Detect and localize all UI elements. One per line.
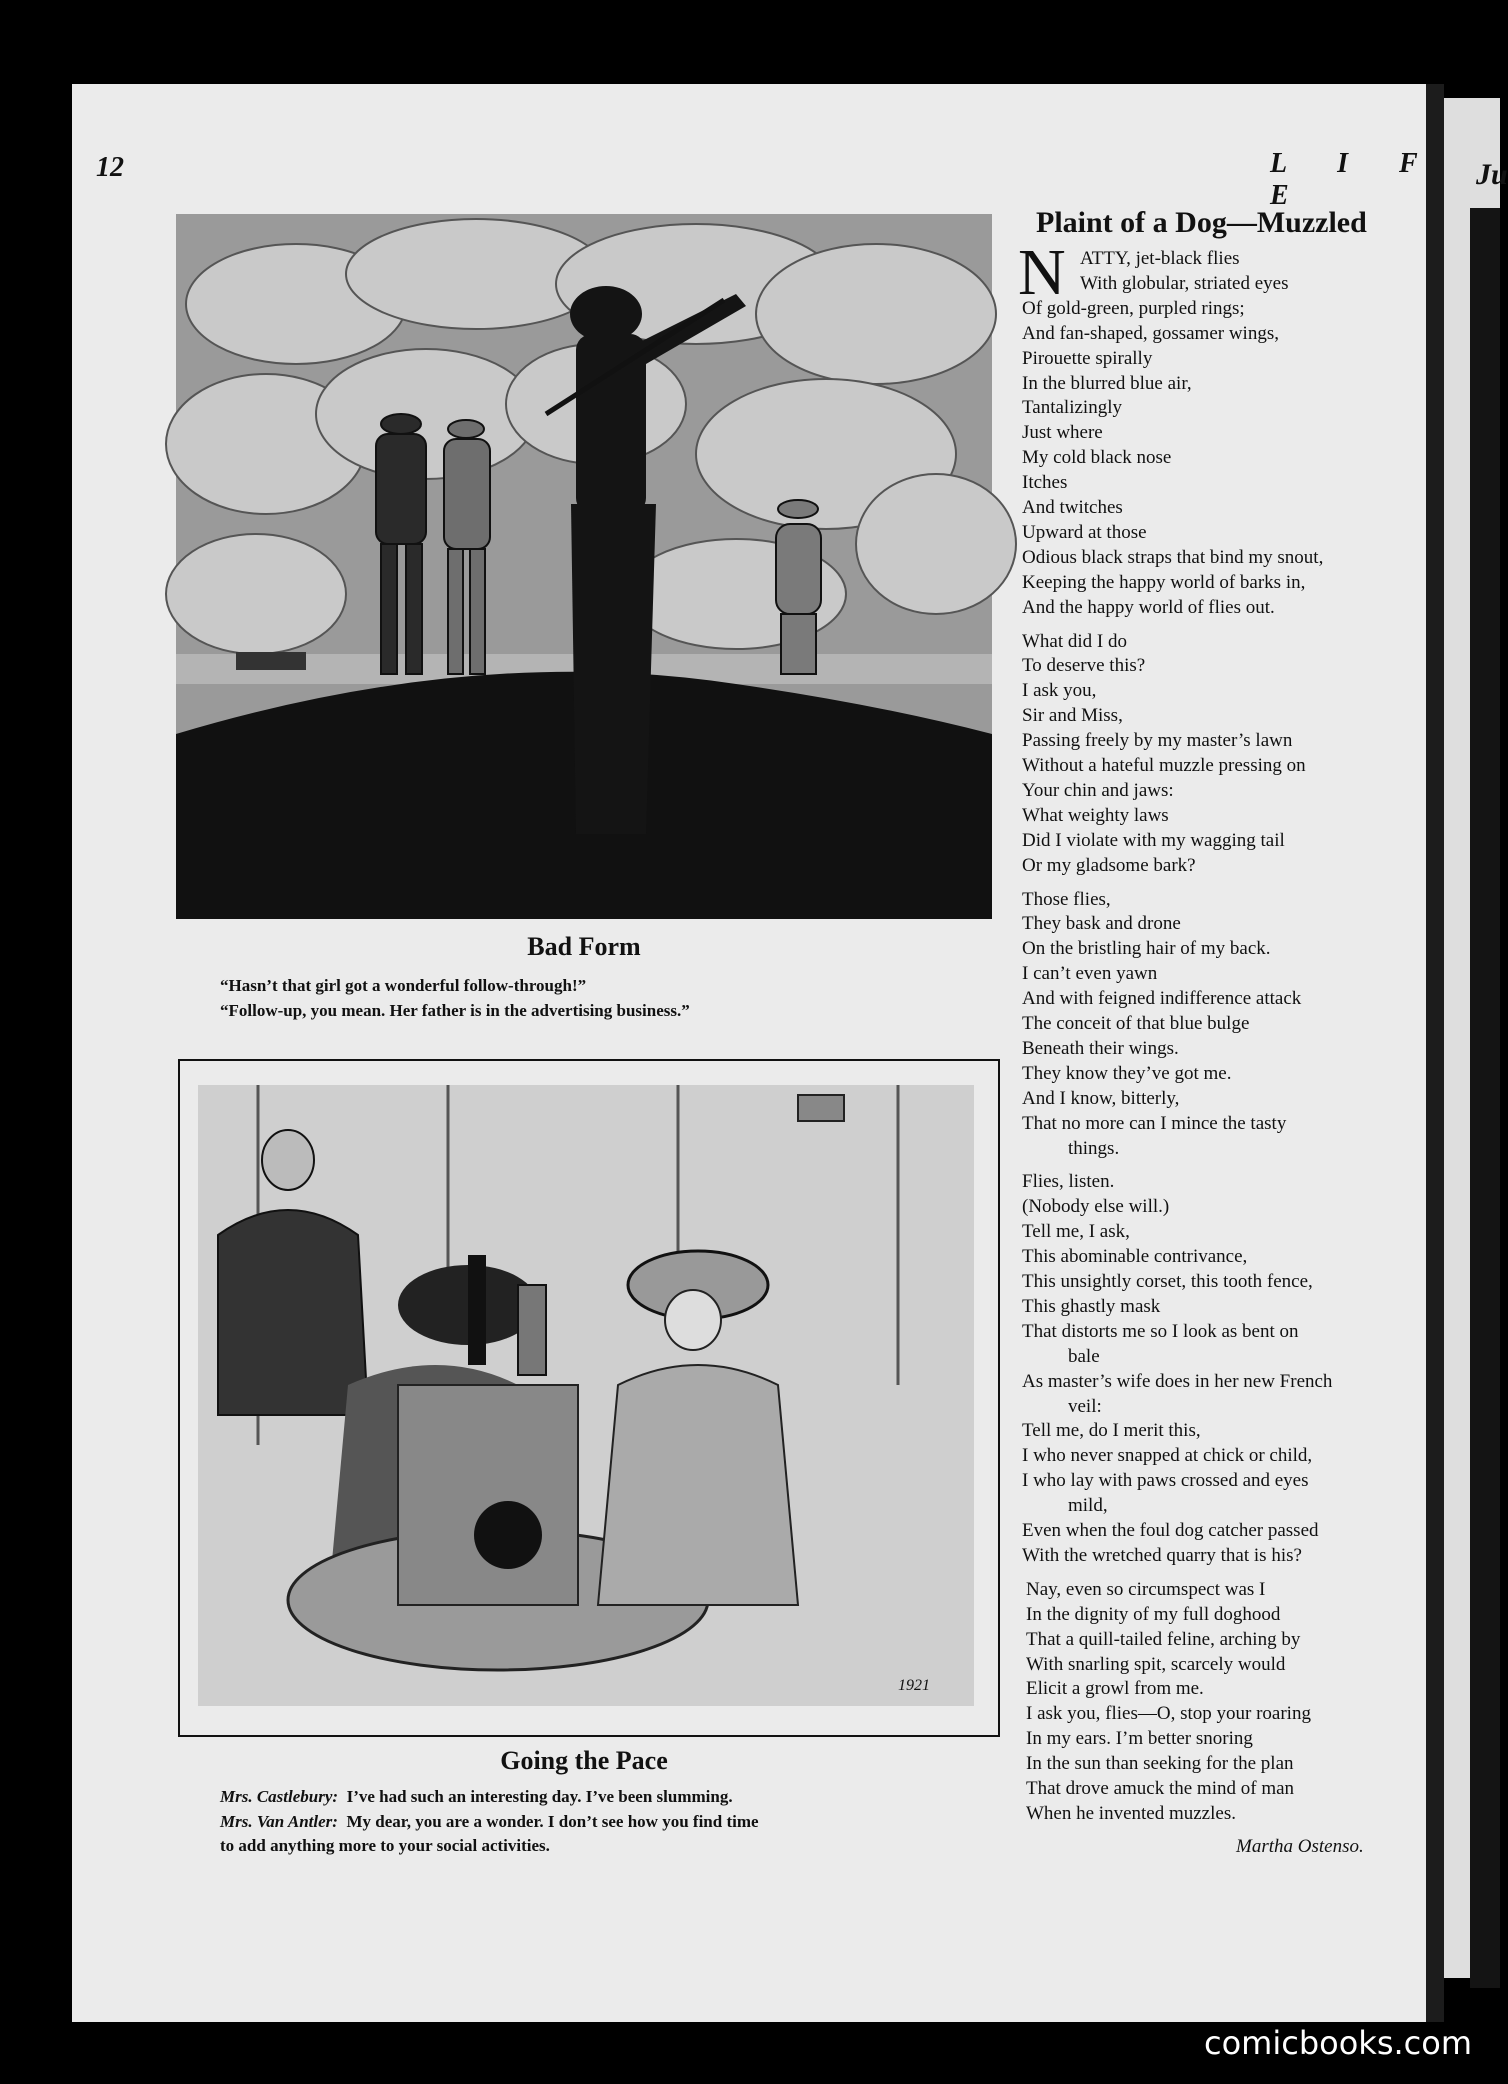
dialogue-line <box>220 1812 759 1832</box>
poem-line: Just where <box>1022 422 1103 444</box>
dialogue-line: to add anything more to your social activities. <box>220 1836 550 1855</box>
poem-line: And twitches <box>1022 497 1123 518</box>
poem-author: Martha Ostenso. <box>1236 1836 1364 1857</box>
poem-line: With globular, striated eyes <box>1080 272 1289 294</box>
poem-line: Itches <box>1022 472 1068 494</box>
poem-line: I can’t even yawn <box>1022 963 1158 985</box>
poem-line: The conceit of that blue bulge <box>1022 1013 1250 1034</box>
poem-line: Passing freely by my master’s lawn <box>1022 730 1293 752</box>
poem-line: And the happy world of flies out. <box>1022 596 1275 618</box>
poem-line: My cold black nose <box>1022 447 1172 469</box>
poem-line: Flies, listen. <box>1022 1171 1115 1193</box>
poem-line: Tell me, I ask, <box>1022 1221 1130 1243</box>
poem-line: That drove amuck the mind of man <box>1026 1778 1295 1799</box>
poem-line: What did I do <box>1022 630 1128 652</box>
poem-line: And I know, bitterly, <box>1022 1087 1180 1109</box>
poem-line: In the dignity of my full doghood <box>1026 1603 1281 1625</box>
poem-line: Tell me, do I merit this, <box>1022 1420 1201 1442</box>
dialogue-text: My dear, you are a wonder. I don’t see how you find time <box>346 1812 759 1831</box>
poem-line: mild, <box>1068 1495 1108 1517</box>
poem-title: Plaint of a Dog—Muzzled <box>1036 206 1367 239</box>
watermark: comicbooks.com <box>1203 2024 1472 2062</box>
facing-page-header: Ju <box>1476 158 1508 191</box>
poem-line: I ask you, <box>1022 680 1097 702</box>
poem-line: That no more can I mince the tasty <box>1022 1112 1287 1134</box>
poem-line: Upward at those <box>1022 521 1147 543</box>
poem-line: That a quill-tailed feline, arching by <box>1026 1628 1301 1650</box>
dialogue-text: I’ve had such an interesting day. I’ve been slumming. <box>346 1787 733 1806</box>
cartoon-caption-line: “Hasn’t that girl got a wonderful follow-through!” <box>220 976 587 995</box>
poem-line: Those flies, <box>1022 888 1111 910</box>
poem-line: Of gold-green, purpled rings; <box>1022 297 1245 319</box>
facing-page-edge <box>1444 98 1508 1978</box>
poem-line: In my ears. I’m better snoring <box>1026 1728 1253 1750</box>
poem-line: bale <box>1068 1345 1100 1367</box>
poem-line: Beneath their wings. <box>1022 1037 1179 1059</box>
poem-line: Your chin and jaws: <box>1022 779 1174 801</box>
poem-line: To deserve this? <box>1022 655 1146 677</box>
poem-line: What weighty laws <box>1022 804 1169 826</box>
poem-line: veil: <box>1068 1395 1102 1417</box>
poem-line: With the wretched quarry that is his? <box>1022 1544 1302 1566</box>
poem-line: They bask and drone <box>1022 913 1181 935</box>
page-number: 12 <box>96 152 124 183</box>
cartoon-title-bad-form: Bad Form <box>527 932 641 961</box>
poem-line: And with feigned indifference attack <box>1022 988 1302 1010</box>
poem-line: Keeping the happy world of barks in, <box>1022 571 1306 593</box>
poem-line: Odious black straps that bind my snout, <box>1022 546 1324 568</box>
poem-line: Pirouette spirally <box>1022 347 1153 369</box>
running-title: L I F E <box>1270 148 1440 211</box>
poem-line: Or my gladsome bark? <box>1022 854 1196 876</box>
poem-line: On the bristling hair of my back. <box>1022 938 1271 960</box>
poem-dropcap: N <box>1018 236 1066 309</box>
poem-line: ATTY, jet-black flies <box>1080 248 1240 269</box>
page-gutter <box>1426 84 1444 2022</box>
poem-line: I who lay with paws crossed and eyes <box>1022 1470 1309 1492</box>
speaker-name: Mrs. Castlebury: <box>220 1787 339 1806</box>
poem-line: In the sun than seeking for the plan <box>1026 1753 1294 1775</box>
poem-line: In the blurred blue air, <box>1022 372 1192 394</box>
poem-line: things. <box>1068 1137 1120 1159</box>
poem-line: I ask you, flies—O, stop your roaring <box>1026 1703 1311 1725</box>
svg-text:1921: 1921 <box>898 1677 930 1694</box>
poem-line: And fan-shaped, gossamer wings, <box>1022 322 1279 344</box>
poem-line: Did I violate with my wagging tail <box>1022 829 1285 851</box>
dialogue-line <box>220 1787 733 1807</box>
poem-line: This unsightly corset, this tooth fence, <box>1022 1271 1313 1292</box>
dining-illustration <box>198 1085 974 1706</box>
poem-line: With snarling spit, scarcely would <box>1026 1653 1286 1675</box>
poem-line: This abominable contrivance, <box>1022 1246 1248 1268</box>
poem-line: Sir and Miss, <box>1022 705 1123 727</box>
golf-illustration <box>176 214 992 919</box>
facing-page-illustration <box>1470 208 1500 1988</box>
poem-line: Without a hateful muzzle pressing on <box>1022 755 1306 776</box>
poem-line: That distorts me so I look as bent on <box>1022 1320 1299 1342</box>
poem-line: Tantalizingly <box>1022 397 1122 419</box>
cartoon-caption-line: “Follow-up, you mean. Her father is in the advertising business.” <box>220 1001 690 1020</box>
poem-line: As master’s wife does in her new French <box>1022 1370 1333 1392</box>
poem-line: Nay, even so circumspect was I <box>1026 1578 1266 1600</box>
speaker-name: Mrs. Van Antler: <box>220 1812 338 1831</box>
poem-line: Even when the foul dog catcher passed <box>1022 1520 1319 1541</box>
poem-line: This ghastly mask <box>1022 1295 1161 1317</box>
poem-line: (Nobody else will.) <box>1022 1196 1170 1218</box>
cartoon-title-going-the-pace: Going the Pace <box>500 1746 668 1775</box>
poem-line: I who never snapped at chick or child, <box>1022 1445 1313 1467</box>
poem-line: They know they’ve got me. <box>1022 1062 1232 1084</box>
poem-line: When he invented muzzles. <box>1026 1802 1236 1824</box>
poem-line: Elicit a growl from me. <box>1026 1678 1204 1700</box>
